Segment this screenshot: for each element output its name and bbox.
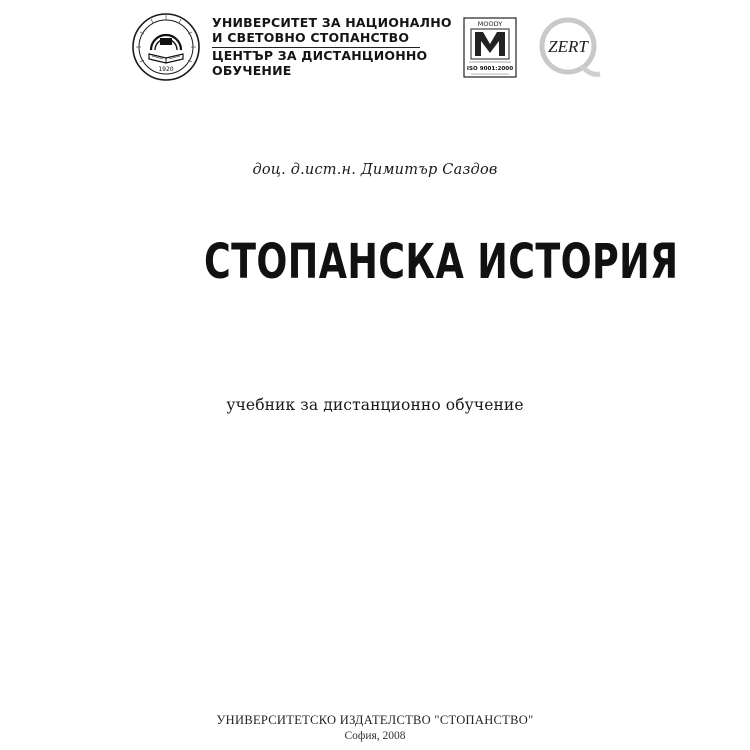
zert-logo-icon xyxy=(528,14,604,84)
book-title: СТОПАНСКА ИСТОРИЯ xyxy=(204,234,679,290)
publisher-name: УНИВЕРСИТЕТСКО ИЗДАТЕЛСТВО "СТОПАНСТВО" xyxy=(216,713,534,727)
moody-label: MOODY xyxy=(477,20,503,28)
moody-certification-icon xyxy=(463,17,517,78)
university-name-line-2: И СВЕТОВНО СТОПАНСТВО xyxy=(212,30,410,45)
center-name-line-2: ОБУЧЕНИЕ xyxy=(212,63,292,78)
center-name-line-1: ЦЕНТЪР ЗА ДИСТАНЦИОННО xyxy=(212,48,428,63)
university-crest-icon xyxy=(131,12,201,82)
iso-label: ISO 9001:2000 xyxy=(466,66,514,72)
zert-label: ZERT xyxy=(548,37,588,56)
book-subtitle: учебник за дистанционно обучение xyxy=(226,396,524,414)
header-divider xyxy=(212,47,420,48)
crest-year: 1920 xyxy=(158,66,174,73)
author-line: доц. д.ист.н. Димитър Саздов xyxy=(252,162,498,178)
publication-place-year: София, 2008 xyxy=(344,730,406,742)
university-name-line-1: УНИВЕРСИТЕТ ЗА НАЦИОНАЛНО xyxy=(212,15,452,30)
